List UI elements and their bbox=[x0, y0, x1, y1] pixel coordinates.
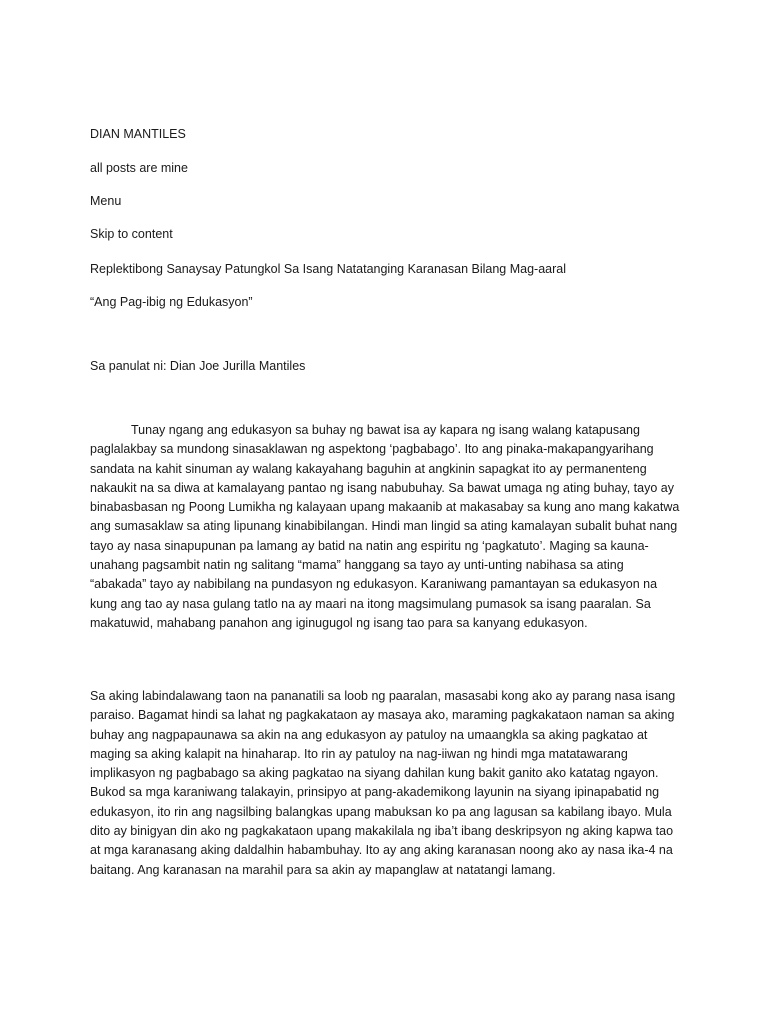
post-title: “Ang Pag-ibig ng Edukasyon” bbox=[90, 295, 253, 309]
blog-name[interactable]: DIAN MANTILES bbox=[90, 127, 186, 141]
post-byline: Sa panulat ni: Dian Joe Jurilla Mantiles bbox=[90, 359, 306, 373]
post-subtitle: Replektibong Sanaysay Patungkol Sa Isang Natatanging Karanasan Bilang Mag-aaral bbox=[90, 262, 567, 276]
skip-to-content-link[interactable]: Skip to content bbox=[90, 227, 173, 241]
body-paragraph-1: Tunay ngang ang edukasyon sa buhay ng bawat isa ay kapara ng isang walang katapusang paglalakbay sa mundong sinasaklawan ng aspektong ‘pagbabago’. Ito ang pinaka-makapangyarihang sandata na kahit sinuman ay walang kakayahang baguhin at angkinin sapagkat ito ay permanenteng nakaukit na sa diwa at kamalayang pantao ng isang nabubuhay. Sa bawat umaga ng ating buhay, tayo ay binabasbasan ng Poong Lumikha ng kalayaan upang makaanib at makasabay sa kung ano mang kakatwa ang sumasaklaw sa ating lipunang kinabibilangan. Hindi man lingid sa ating kamalayan subalit buhat nang tayo ay nasa sinapupunan pa lamang ay batid na natin ang espiritu ng ‘pagkatuto’. Maging sa kauna-unahang pagsambit natin ng salitang “mama” hanggang sa tayo ay unti-unting nabihasa sa ating “abakada” tayo ay nabibilang na pundasyon ng edukasyon. Karaniwang pamantayan sa edukasyon na kung ang tao ay nasa gulang tatlo na ay maari na itong magsimulang pumasok sa isang paaralan. Sa makatuwid, mahabang panahon ang iginugugol ng isang tao para sa kanyang edukasyon. bbox=[90, 423, 680, 630]
blog-tagline: all posts are mine bbox=[90, 161, 188, 175]
menu-link[interactable]: Menu bbox=[90, 194, 122, 208]
body-paragraph-2: Sa aking labindalawang taon na pananatili sa loob ng paaralan, masasabi kong ako ay parang nasa isang paraiso. Bagamat hindi sa lahat ng pagkakataon ay masaya ako, maraming pagkakataon naman sa aking buhay ang nagpapaunawa sa akin na ang edukasyon ay patuloy na umaangkla sa aking pagkatao at maging sa aking kalapit na hinaharap. Ito rin ay patuloy na nag-iiwan ng hindi mga matatawarang implikasyon ng pagbabago sa aking pagkatao na siyang dahilan kung bakit ganito ako katatag ngayon. Bukod sa mga karaniwang talakayin, prinsipyo at pang-akademikong layunin na siyang ipinapabatid ng edukasyon, ito rin ang nagsilbing balangkas upang mabuksan ko pa ang lagusan sa kabilang ibayo. Mula dito ay binigyan din ako ng pagkakataon upang makakilala ng iba’t ibang deskripsyon ng aking kapwa tao at mga karanasang aking daldalhin habambuhay. Ito ay ang aking karanasan noong ako ay nasa ika-4 na baitang. Ang karanasan na marahil para sa akin ay mapanglaw at natatangi lamang. bbox=[90, 689, 676, 877]
